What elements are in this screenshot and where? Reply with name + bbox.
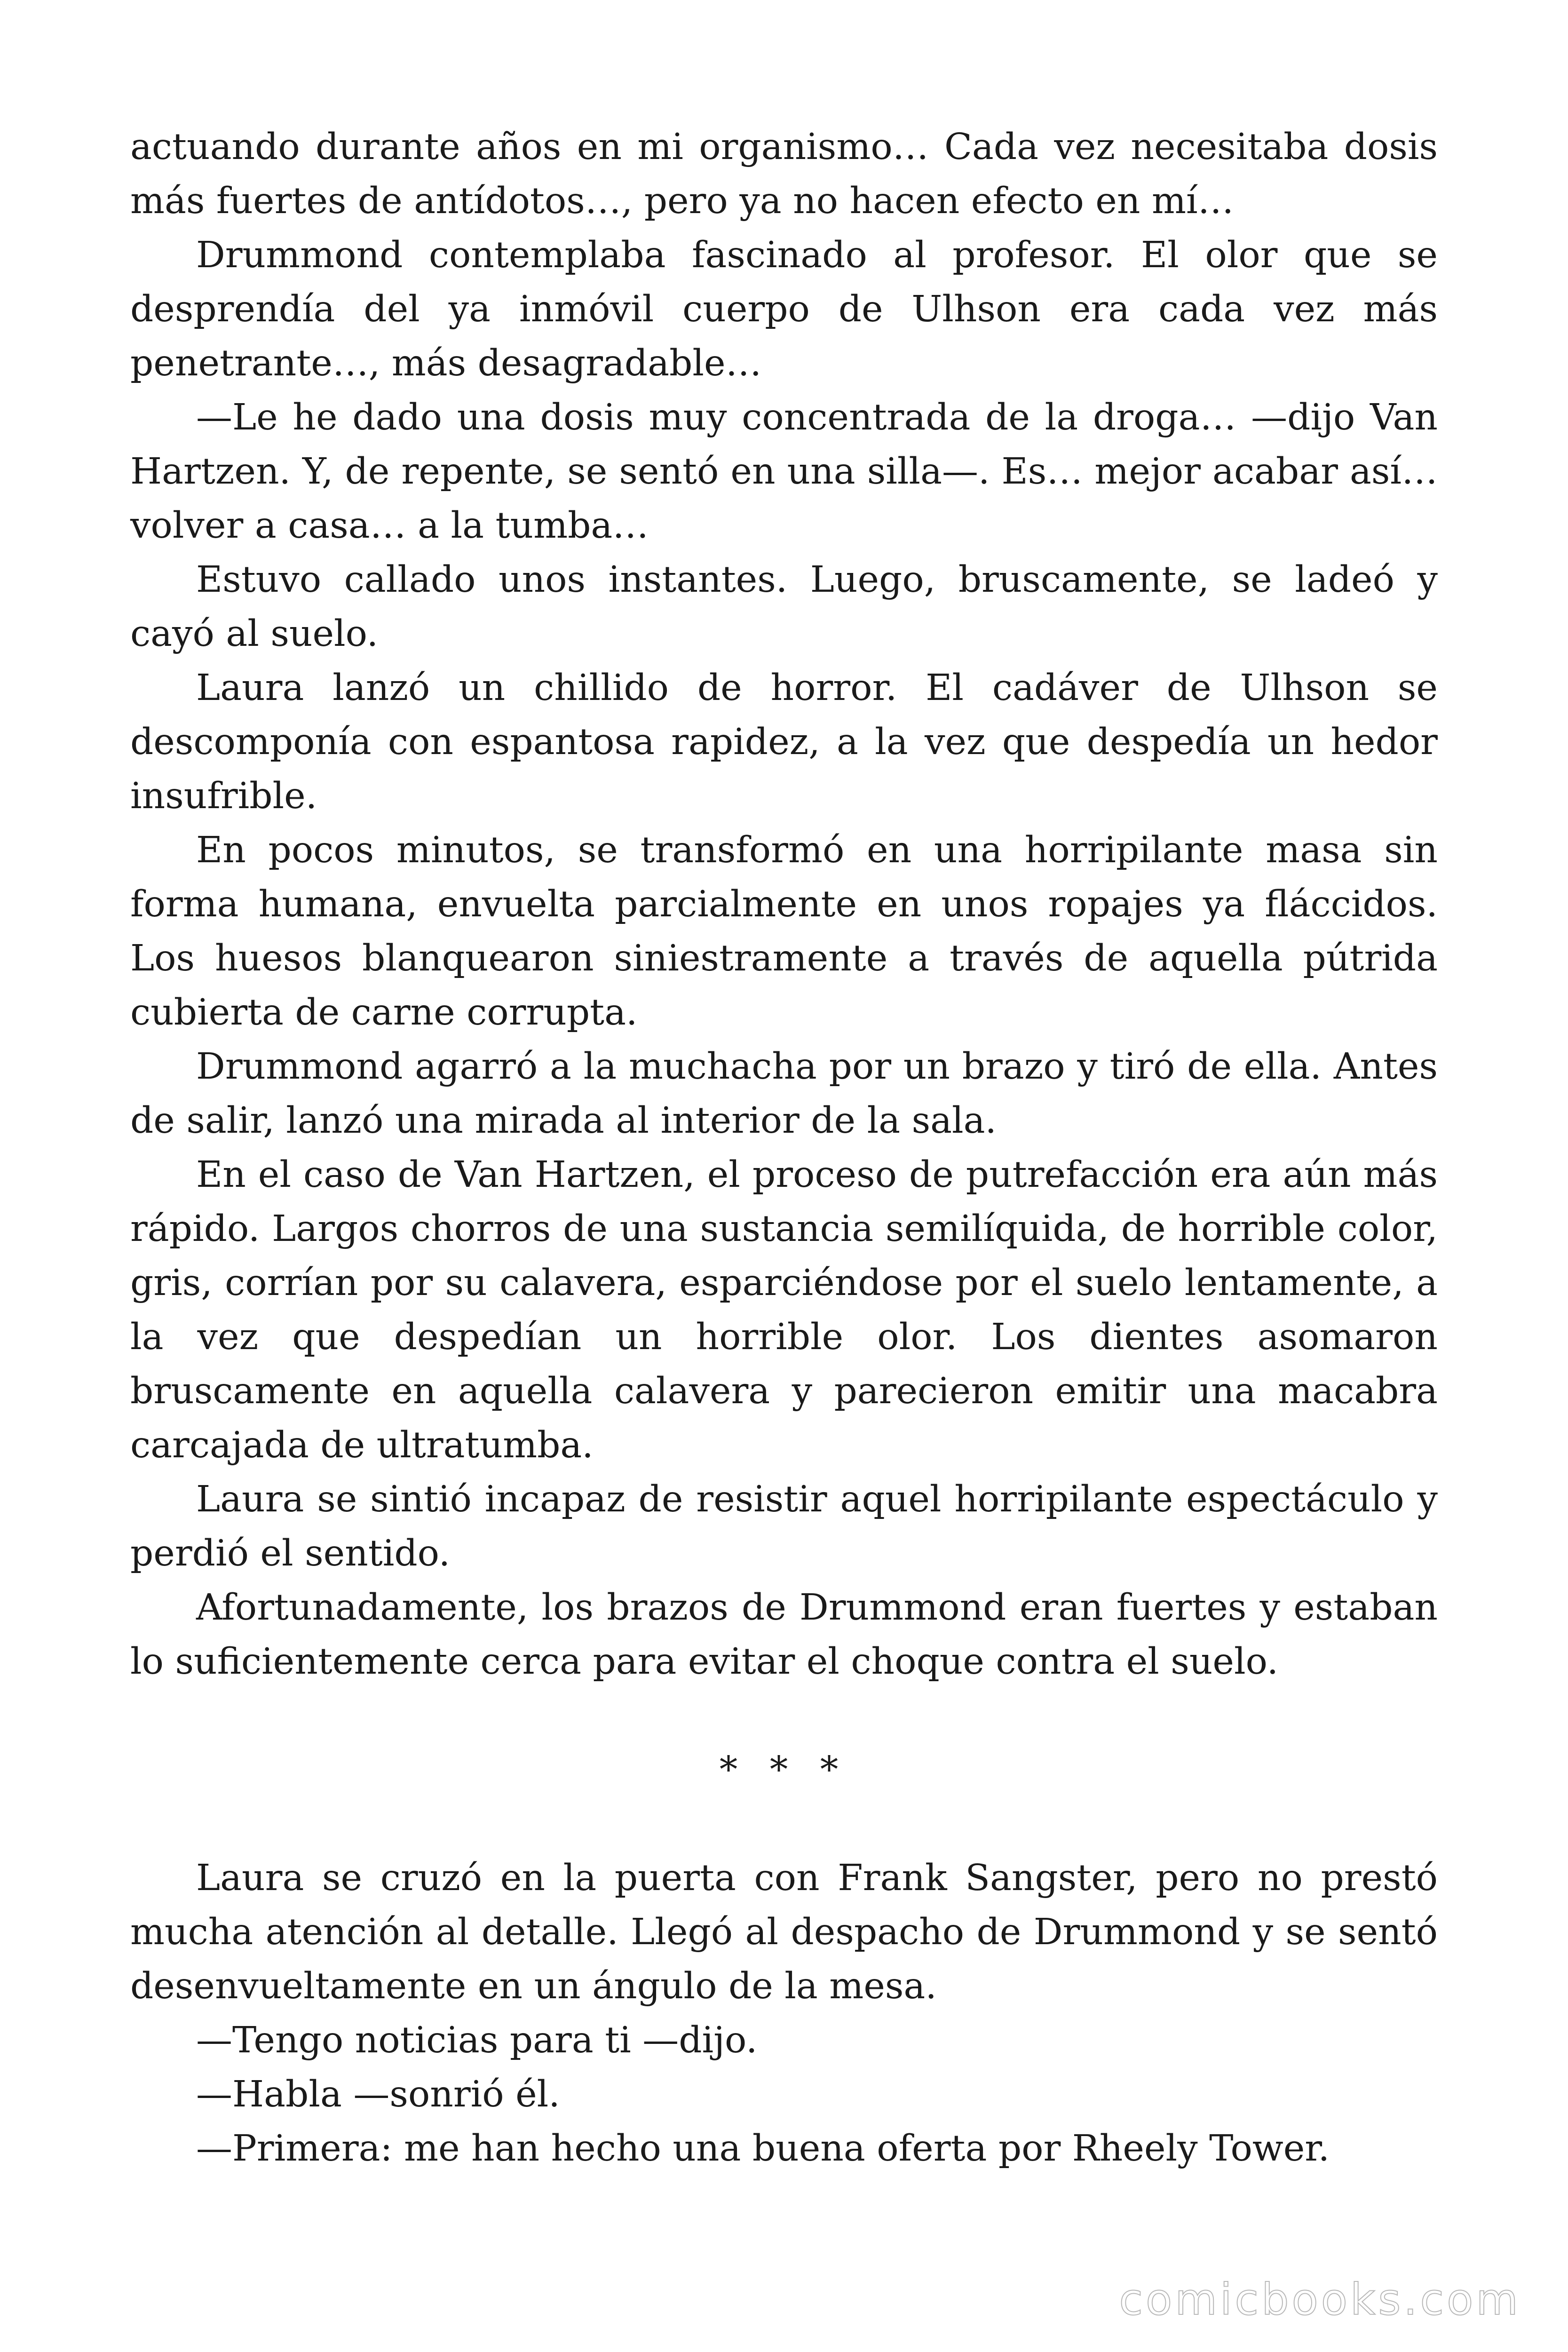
paragraph: Laura lanzó un chillido de horror. El cadáver de Ulhson se descomponía con espantosa rapidez, a la vez que despedía un hedor insufrible.: [130, 667, 1438, 817]
paragraph: Drummond contemplaba fascinado al profesor. El olor que se desprendía del ya inmóvil cuerpo de Ulhson era cada vez más penetrante…, más desagradable…: [130, 234, 1438, 384]
paragraph: Estuvo callado unos instantes. Luego, bruscamente, se ladeó y cayó al suelo.: [130, 559, 1438, 655]
paragraph: —Le he dado una dosis muy concentrada de la droga… —dijo Van Hartzen. Y, de repente, se sentó en una silla—. Es… mejor acabar así… volver a casa… a la tumba…: [130, 397, 1438, 547]
paragraph: En pocos minutos, se transformó en una horripilante masa sin forma humana, envuelta parcialmente en unos ropajes ya fláccidos. Los huesos blanquearon siniestramente a través de aquella pútrida cubierta de carne corrupta.: [130, 829, 1438, 1033]
section-break: * * *: [719, 1749, 849, 1791]
paragraph: Drummond agarró a la muchacha por un brazo y tiró de ella. Antes de salir, lanzó una mirada al interior de la sala.: [130, 1046, 1438, 1142]
paragraph: Afortunadamente, los brazos de Drummond eran fuertes y estaban lo suficientemente cerca para evitar el choque contra el suelo.: [130, 1587, 1438, 1683]
paragraph: —Tengo noticias para ti —dijo.: [196, 2019, 758, 2061]
paragraph: actuando durante años en mi organismo… Cada vez necesitaba dosis más fuertes de antídotos…, pero ya no hacen efecto en mí…: [130, 126, 1438, 222]
paragraph: En el caso de Van Hartzen, el proceso de putrefacción era aún más rápido. Largos chorros de una sustancia semilíquida, de horrible color, gris, corrían por su calavera, esparciéndose por el suelo lentamente, a la vez que despedían un horrible olor. Los dientes asomaron bruscamente en aquella calavera y parecieron emitir una macabra carcajada de ultratumba.: [130, 1154, 1438, 1466]
paragraph: Laura se cruzó en la puerta con Frank Sangster, pero no prestó mucha atención al detalle. Llegó al despacho de Drummond y se sentó desenvueltamente en un ángulo de la mesa.: [130, 1857, 1438, 2007]
section-spacer: [130, 1797, 1438, 1851]
watermark: comicbooks.com: [1119, 2274, 1521, 2325]
paragraph: Laura se sintió incapaz de resistir aquel horripilante espectáculo y perdió el sentido.: [130, 1478, 1438, 1574]
page-body: [130, 120, 1438, 2176]
paragraph: —Primera: me han hecho una buena oferta por Rheely Tower.: [196, 2128, 1330, 2169]
section-spacer: [130, 1689, 1438, 1743]
paragraph: —Habla —sonrió él.: [196, 2074, 560, 2115]
